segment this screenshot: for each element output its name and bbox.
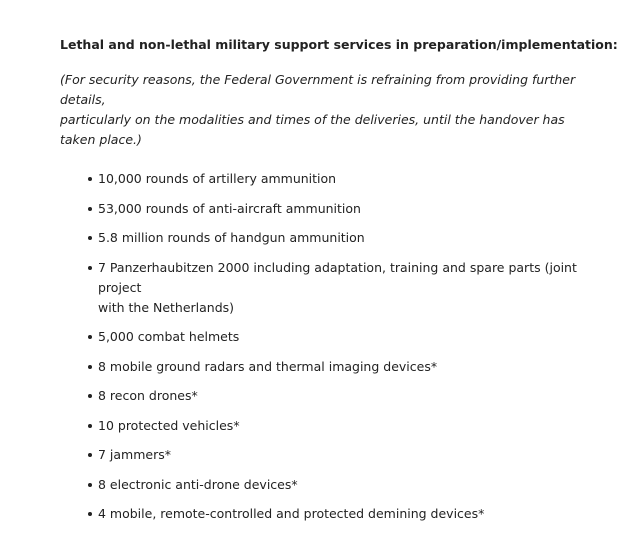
list-item <box>60 475 580 495</box>
list-item-text: 53,000 rounds of anti-aircraft ammunition <box>98 200 361 216</box>
security-note: (For security reasons, the Federal Government is refraining from providing further details, particularly on the modalities and times of the deliveries, until the handover has taken place.) <box>60 72 576 147</box>
support-items-list <box>60 169 580 524</box>
list-item-text: 4 mobile, remote-controlled and protected demining devices* <box>98 506 485 521</box>
list-item <box>60 258 580 318</box>
bullet-icon <box>88 266 92 270</box>
list-item <box>60 445 580 465</box>
document-content <box>60 36 618 534</box>
bullet-icon <box>88 335 92 339</box>
bullet-icon <box>88 207 92 211</box>
list-item-text: 8 recon drones* <box>98 388 198 403</box>
list-item-text: 10,000 rounds of artillery ammunition <box>98 171 337 186</box>
list-item <box>60 228 580 248</box>
list-item-text: 5.8 million rounds of handgun ammunition <box>98 230 365 245</box>
bullet-icon <box>88 453 92 457</box>
bullet-icon <box>88 483 92 487</box>
list-item <box>60 169 580 189</box>
bullet-icon <box>88 394 92 398</box>
list-item-text: 8 electronic anti-drone devices* <box>98 476 298 492</box>
list-item-text: 7 jammers* <box>98 447 172 462</box>
list-item <box>60 357 580 377</box>
bullet-icon <box>88 512 92 516</box>
list-item-text: 5,000 combat helmets <box>98 329 240 344</box>
list-item <box>60 504 580 524</box>
list-item <box>60 416 580 436</box>
list-item-text: 8 mobile ground radars and thermal imaging devices* <box>98 358 438 374</box>
section-heading: Lethal and non-lethal military support services in preparation/implementation: <box>60 37 618 52</box>
list-item-text: 10 protected vehicles* <box>98 417 240 433</box>
bullet-icon <box>88 365 92 369</box>
list-item-text: 7 Panzerhaubitzen 2000 including adaptation, training and spare parts (joint project with the Netherlands) <box>98 259 577 315</box>
list-item <box>60 386 580 406</box>
bullet-icon <box>88 424 92 428</box>
bullet-icon <box>88 236 92 240</box>
list-item <box>60 327 580 347</box>
list-item <box>60 199 580 219</box>
bullet-icon <box>88 177 92 181</box>
